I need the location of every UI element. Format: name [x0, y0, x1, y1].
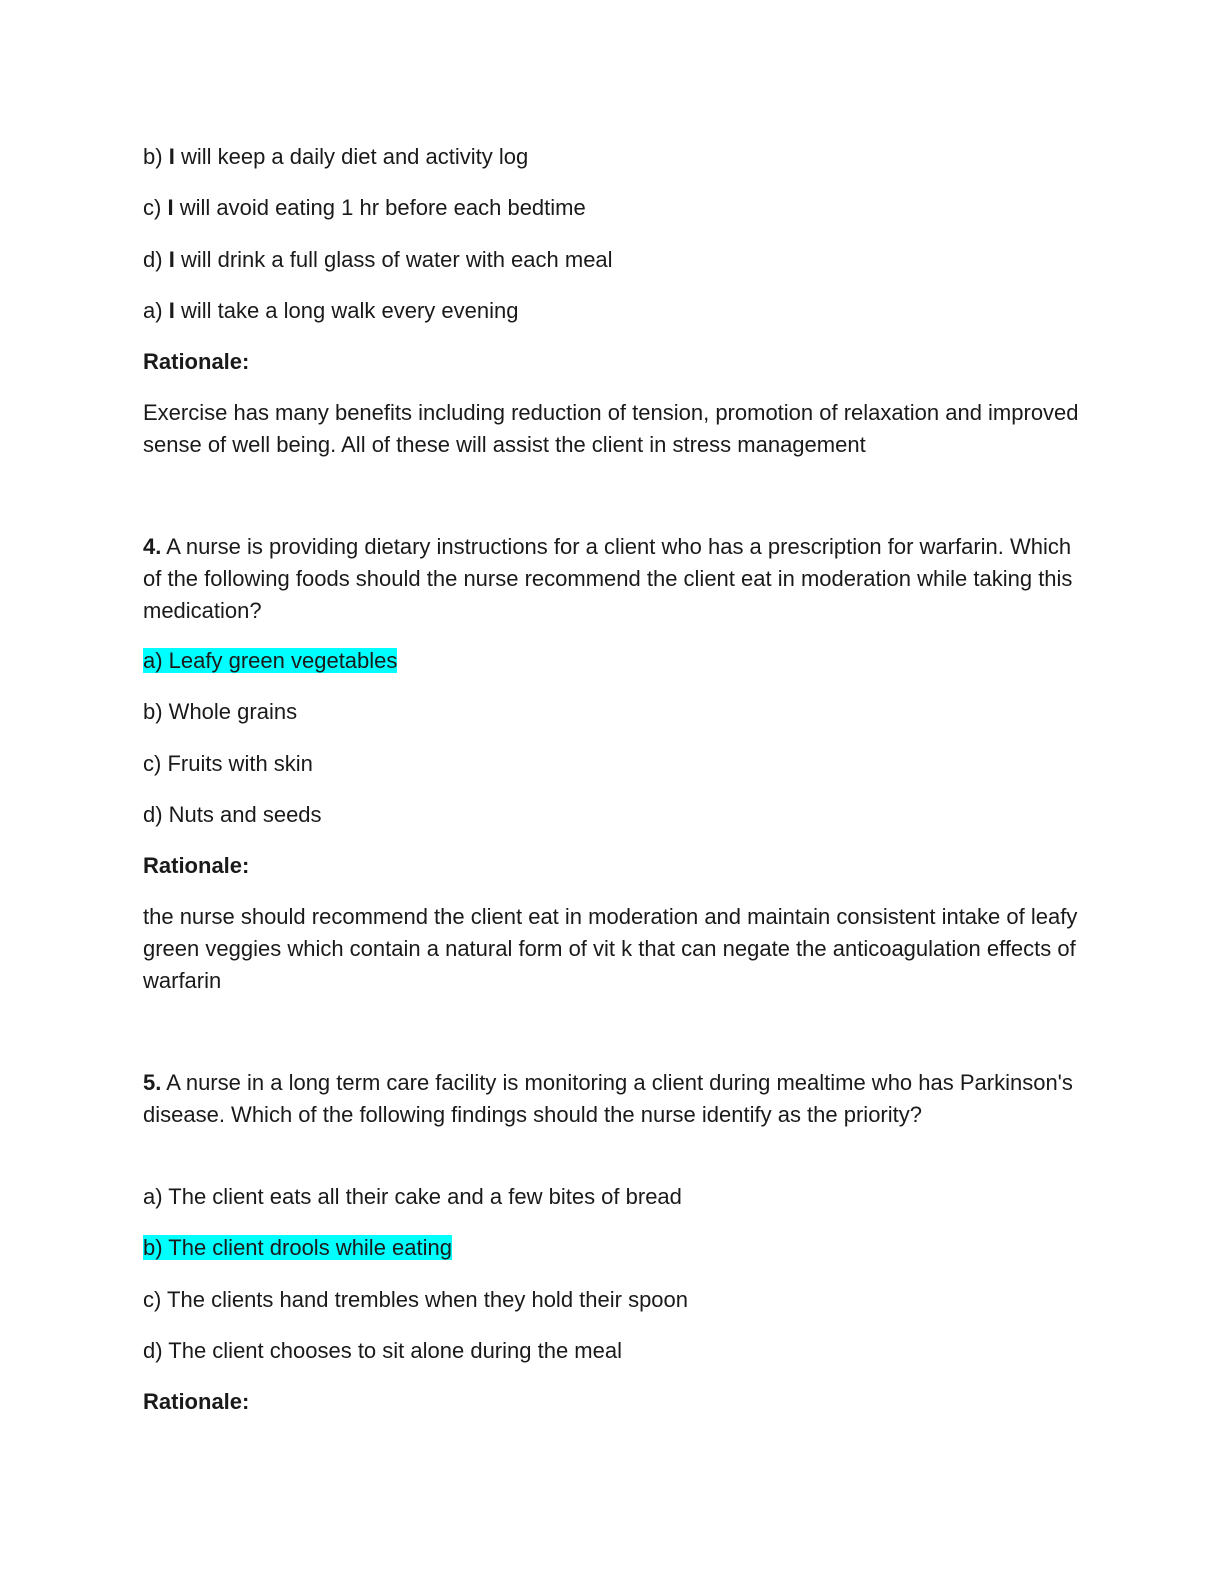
q4-option-b: b) Whole grains: [143, 699, 298, 724]
q5-number: 5.: [143, 1070, 162, 1095]
q4-option-c: c) Fruits with skin: [143, 751, 313, 776]
q3-rationale-label: Rationale:: [143, 349, 250, 374]
q5-correct-answer-highlight: b) The client drools while eating: [143, 1235, 452, 1260]
q3-option-d: d) I will drink a full glass of water with each meal: [143, 247, 613, 272]
q5-option-a: a) The client eats all their cake and a few bites of bread: [143, 1184, 682, 1209]
q5-option-b: [143, 1232, 452, 1264]
q5-rationale-label: Rationale:: [143, 1389, 250, 1414]
q5-option-c: c) The clients hand trembles when they hold their spoon: [143, 1287, 689, 1312]
q4-question-text: A nurse is providing dietary instructions for a client who has a prescription for warfarin. Which of the following foods should the nurse recommend the client eat in moderation while taking this medication?: [143, 534, 1073, 623]
q5-option-d: d) The client chooses to sit alone during the meal: [143, 1338, 622, 1363]
q5-question-text: A nurse in a long term care facility is monitoring a client during mealtime who has Parkinson's disease. Which of the following findings should the nurse identify as the priority?: [143, 1070, 1073, 1127]
q4-option-a: [143, 645, 397, 677]
q4-rationale-label: Rationale:: [143, 853, 250, 878]
q3-option-c: c) I will avoid eating 1 hr before each bedtime: [143, 195, 586, 220]
q4-number: 4.: [143, 534, 162, 559]
q4-option-d: d) Nuts and seeds: [143, 802, 322, 827]
q5-question: [143, 1067, 1083, 1131]
q4-correct-answer-highlight: a) Leafy green vegetables: [143, 648, 398, 673]
q4-question: [143, 531, 1083, 627]
q3-rationale-text: Exercise has many benefits including reduction of tension, promotion of relaxation and improved sense of well being. All of these will assist the client in stress management: [143, 400, 1079, 457]
q3-option-b: b) I will keep a daily diet and activity log: [143, 144, 529, 169]
q3-option-a: a) I will take a long walk every evening: [143, 298, 519, 323]
q4-rationale-text: the nurse should recommend the client eat in moderation and maintain consistent intake of leafy green veggies which contain a natural form of vit k that can negate the anticoagulation effects of warfarin: [143, 904, 1078, 993]
